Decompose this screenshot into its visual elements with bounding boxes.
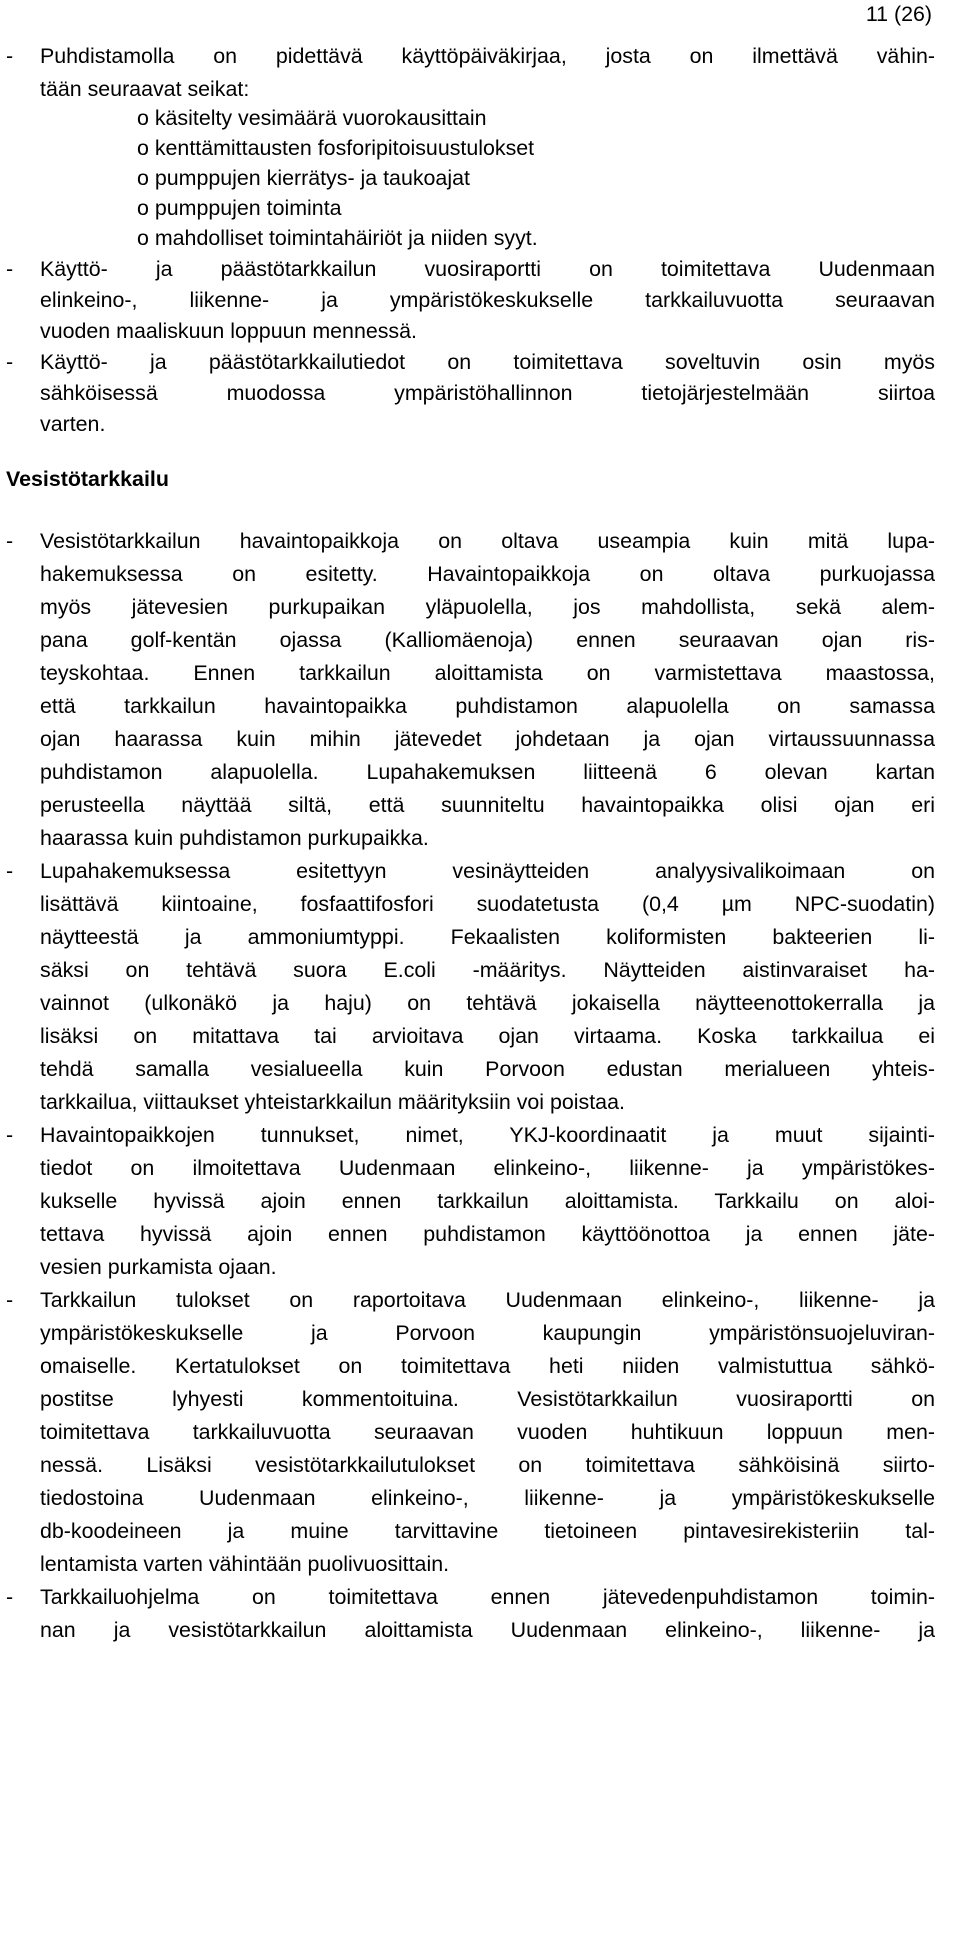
text-line: omaiselle. Kertatulokset on toimitettava heti niiden valmistuttua sähkö- bbox=[40, 1354, 935, 1378]
text-line: ympäristökeskukselle ja Porvoon kaupungin ympäristönsuojeluviran- bbox=[40, 1321, 935, 1345]
text-line: säksi on tehtävä suora E.coli -määritys. Näytteiden aistinvaraiset ha- bbox=[40, 958, 935, 982]
text-line: elinkeino-, liikenne- ja ympäristökeskukselle tarkkailuvuotta seuraavan bbox=[40, 288, 935, 312]
text-line: kukselle hyvissä ajoin ennen tarkkailun aloittamista. Tarkkailu on aloi- bbox=[40, 1189, 935, 1213]
bullet-dash: - bbox=[6, 350, 14, 374]
bullet-dash: - bbox=[6, 529, 14, 553]
bullet-dash: - bbox=[6, 257, 14, 281]
text-line: lisäksi on mitattava tai arvioitava ojan virtaama. Koska tarkkailua ei bbox=[40, 1024, 935, 1048]
text-line: o mahdolliset toimintahäiriöt ja niiden syyt. bbox=[137, 226, 538, 250]
text-line: vesien purkamista ojaan. bbox=[40, 1255, 277, 1279]
text-line: o käsitelty vesimäärä vuorokausittain bbox=[137, 106, 487, 130]
bullet-dash: - bbox=[6, 1123, 14, 1147]
text-line: tiedostoina Uudenmaan elinkeino-, liikenne- ja ympäristökeskukselle bbox=[40, 1486, 935, 1510]
text-line: varten. bbox=[40, 412, 106, 436]
section-heading: Vesistötarkkailu bbox=[6, 467, 169, 491]
text-line: o pumppujen toiminta bbox=[137, 196, 342, 220]
text-line: o kenttämittausten fosforipitoisuustulokset bbox=[137, 136, 535, 160]
text-line: hakemuksessa on esitetty. Havaintopaikkoja on oltava purkuojassa bbox=[40, 562, 935, 586]
text-line: myös jätevesien purkupaikan yläpuolella, jos mahdollista, sekä alem- bbox=[40, 595, 935, 619]
text-line: vainnot (ulkonäkö ja haju) on tehtävä jokaisella näytteenottokerralla ja bbox=[40, 991, 935, 1015]
text-line: perusteella näyttää siltä, että suunniteltu havaintopaikka olisi ojan eri bbox=[40, 793, 935, 817]
text-line: Havaintopaikkojen tunnukset, nimet, YKJ-koordinaatit ja muut sijainti- bbox=[40, 1123, 935, 1147]
text-line: tehdä samalla vesialueella kuin Porvoon edustan merialueen yhteis- bbox=[40, 1057, 935, 1081]
bullet-dash: - bbox=[6, 44, 14, 68]
text-line: Tarkkailun tulokset on raportoitava Uudenmaan elinkeino-, liikenne- ja bbox=[40, 1288, 935, 1312]
text-line: Lupahakemuksessa esitettyyn vesinäytteiden analyysivalikoimaan on bbox=[40, 859, 935, 883]
text-line: tiedot on ilmoitettava Uudenmaan elinkeino-, liikenne- ja ympäristökes- bbox=[40, 1156, 935, 1180]
text-line: haarassa kuin puhdistamon purkupaikka. bbox=[40, 826, 429, 850]
text-line: tettava hyvissä ajoin ennen puhdistamon käyttöönottoa ja ennen jäte- bbox=[40, 1222, 935, 1246]
text-line: Käyttö- ja päästötarkkailun vuosiraportti on toimitettava Uudenmaan bbox=[40, 257, 935, 281]
text-line: o pumppujen kierrätys- ja taukoajat bbox=[137, 166, 470, 190]
text-line: lisättävä kiintoaine, fosfaattifosfori suodatetusta (0,4 µm NPC-suodatin) bbox=[40, 892, 935, 916]
text-line: tarkkailua, viittaukset yhteistarkkailun määrityksiin voi poistaa. bbox=[40, 1090, 625, 1114]
bullet-dash: - bbox=[6, 1585, 14, 1609]
text-line: Käyttö- ja päästötarkkailutiedot on toimitettava soveltuvin osin myös bbox=[40, 350, 935, 374]
text-line: postitse lyhyesti kommentoituina. Vesistötarkkailun vuosiraportti on bbox=[40, 1387, 935, 1411]
text-line: toimitettava tarkkailuvuotta seuraavan vuoden huhtikuun loppuun men- bbox=[40, 1420, 935, 1444]
text-line: puhdistamon alapuolella. Lupahakemuksen liitteenä 6 olevan kartan bbox=[40, 760, 935, 784]
text-line: pana golf-kentän ojassa (Kalliomäenoja) ennen seuraavan ojan ris- bbox=[40, 628, 935, 652]
text-line: Vesistötarkkailun havaintopaikkoja on oltava useampia kuin mitä lupa- bbox=[40, 529, 935, 553]
text-line: nan ja vesistötarkkailun aloittamista Uudenmaan elinkeino-, liikenne- ja bbox=[40, 1618, 935, 1642]
page-number: 11 (26) bbox=[865, 2, 932, 26]
text-line: ojan haarassa kuin mihin jätevedet johdetaan ja ojan virtaussuunnassa bbox=[40, 727, 935, 751]
text-line: näytteestä ja ammoniumtyppi. Fekaalisten koliformisten bakteerien li- bbox=[40, 925, 935, 949]
text-line: Tarkkailuohjelma on toimitettava ennen jätevedenpuhdistamon toimin- bbox=[40, 1585, 935, 1609]
text-line: lentamista varten vähintään puolivuosittain. bbox=[40, 1552, 450, 1576]
text-line: teyskohtaa. Ennen tarkkailun aloittamista on varmistettava maastossa, bbox=[40, 661, 935, 685]
text-line: sähköisessä muodossa ympäristöhallinnon tietojärjestelmään siirtoa bbox=[40, 381, 935, 405]
bullet-dash: - bbox=[6, 859, 14, 883]
text-line: Puhdistamolla on pidettävä käyttöpäiväkirjaa, josta on ilmettävä vähin- bbox=[40, 44, 935, 68]
text-line: että tarkkailun havaintopaikka puhdistamon alapuolella on samassa bbox=[40, 694, 935, 718]
text-line: nessä. Lisäksi vesistötarkkailutulokset on toimitettava sähköisinä siirto- bbox=[40, 1453, 935, 1477]
text-line: db-koodeineen ja muine tarvittavine tietoineen pintavesirekisteriin tal- bbox=[40, 1519, 935, 1543]
text-line: tään seuraavat seikat: bbox=[40, 77, 250, 101]
text-line: vuoden maaliskuun loppuun mennessä. bbox=[40, 319, 417, 343]
bullet-dash: - bbox=[6, 1288, 14, 1312]
